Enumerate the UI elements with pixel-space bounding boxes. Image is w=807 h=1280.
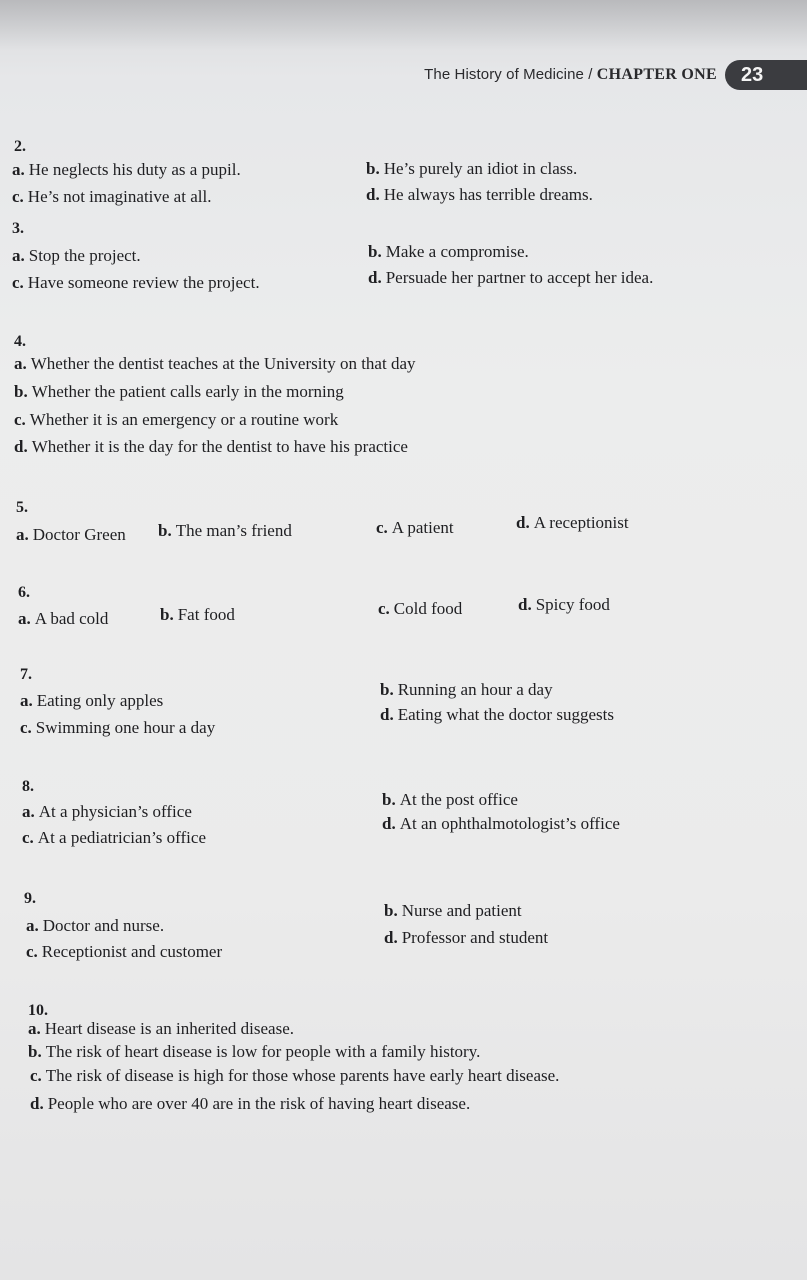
question-number: 7. (20, 666, 32, 683)
option-text: Eating what the doctor suggests (397, 705, 614, 724)
option-d (384, 928, 548, 948)
option-text: He’s purely an idiot in class. (383, 159, 578, 178)
option-text: Receptionist and customer (41, 942, 223, 961)
option-letter: b. (158, 521, 172, 540)
option-text: Swimming one hour a day (35, 718, 216, 737)
option-letter: b. (380, 680, 394, 699)
option-letter: c. (14, 410, 26, 429)
option-text: A bad cold (34, 609, 109, 628)
option-c (26, 942, 222, 962)
option-letter: d. (516, 513, 530, 532)
question-number: 8. (22, 778, 34, 795)
option-c (30, 1066, 559, 1086)
option-text: A receptionist (533, 513, 629, 532)
option-letter: d. (366, 185, 380, 204)
option-d (516, 513, 629, 533)
option-text: Professor and student (401, 928, 549, 947)
option-text: Doctor Green (32, 525, 126, 544)
option-letter: a. (26, 916, 39, 935)
question-number: 10. (28, 1002, 48, 1019)
option-b (366, 159, 577, 179)
option-a (18, 609, 108, 629)
question-number: 4. (14, 333, 26, 350)
option-letter: b. (14, 382, 28, 401)
option-c (20, 718, 215, 738)
option-a (26, 916, 164, 936)
question-number: 3. (12, 220, 24, 237)
running-header (424, 60, 807, 90)
option-text: At a pediatrician’s office (37, 828, 206, 847)
option-letter: c. (30, 1066, 42, 1085)
option-b (28, 1042, 480, 1062)
option-letter: c. (22, 828, 34, 847)
option-d (366, 185, 593, 205)
option-text: He always has terrible dreams. (383, 185, 593, 204)
option-text: A patient (391, 518, 454, 537)
option-letter: b. (382, 790, 396, 809)
option-text: At a physician’s office (38, 802, 192, 821)
header-title (424, 66, 717, 84)
chapter-label: CHAPTER ONE (596, 66, 717, 83)
option-letter: a. (14, 354, 27, 373)
option-text: Whether the dentist teaches at the University on that day (30, 354, 416, 373)
option-c (378, 599, 462, 619)
option-text: Fat food (177, 605, 235, 624)
question-number: 5. (16, 499, 28, 516)
option-d (382, 814, 620, 834)
option-letter: c. (12, 273, 24, 292)
option-letter: c. (26, 942, 38, 961)
option-a (12, 160, 241, 180)
page-number-badge: 23 (725, 60, 807, 90)
option-text: Have someone review the project. (27, 273, 260, 292)
option-letter: b. (28, 1042, 42, 1061)
question-number: 9. (24, 890, 36, 907)
option-letter: d. (518, 595, 532, 614)
option-text: Doctor and nurse. (42, 916, 165, 935)
option-letter: a. (16, 525, 29, 544)
option-letter: a. (12, 246, 25, 265)
option-b (158, 521, 292, 541)
option-letter: a. (20, 691, 33, 710)
option-b (380, 680, 553, 700)
option-letter: c. (20, 718, 32, 737)
option-b (368, 242, 529, 262)
option-text: Nurse and patient (401, 901, 522, 920)
option-letter: d. (14, 437, 28, 456)
option-letter: c. (378, 599, 390, 618)
option-letter: d. (368, 268, 382, 287)
option-letter: a. (28, 1019, 41, 1038)
option-d (14, 437, 408, 457)
option-letter: d. (382, 814, 396, 833)
option-d (30, 1094, 470, 1114)
option-b (382, 790, 518, 810)
option-b (384, 901, 522, 921)
option-letter: b. (366, 159, 380, 178)
option-letter: c. (376, 518, 388, 537)
option-c (12, 273, 260, 293)
option-text: Stop the project. (28, 246, 141, 265)
option-a (14, 354, 415, 374)
option-a (20, 691, 163, 711)
option-text: At the post office (399, 790, 518, 809)
option-letter: b. (368, 242, 382, 261)
option-text: At an ophthalmotologist’s office (399, 814, 620, 833)
option-letter: a. (18, 609, 31, 628)
option-letter: b. (384, 901, 398, 920)
option-text: He neglects his duty as a pupil. (28, 160, 241, 179)
question-number: 2. (14, 138, 26, 155)
option-a (16, 525, 126, 545)
option-text: People who are over 40 are in the risk of having heart disease. (47, 1094, 471, 1113)
option-text: Cold food (393, 599, 463, 618)
option-a (12, 246, 141, 266)
option-text: Whether the patient calls early in the morning (31, 382, 344, 401)
option-b (160, 605, 235, 625)
option-text: Persuade her partner to accept her idea. (385, 268, 654, 287)
option-b (14, 382, 344, 402)
option-letter: b. (160, 605, 174, 624)
option-letter: d. (384, 928, 398, 947)
option-letter: d. (30, 1094, 44, 1113)
option-text: Spicy food (535, 595, 610, 614)
option-letter: d. (380, 705, 394, 724)
option-c (14, 410, 338, 430)
option-text: The man’s friend (175, 521, 292, 540)
book-title: The History of Medicine / (424, 66, 593, 83)
option-d (380, 705, 614, 725)
option-text: Eating only apples (36, 691, 164, 710)
question-number: 6. (18, 584, 30, 601)
option-letter: a. (12, 160, 25, 179)
option-d (368, 268, 653, 288)
option-text: The risk of disease is high for those whose parents have early heart disease. (45, 1066, 560, 1085)
option-text: The risk of heart disease is low for people with a family history. (45, 1042, 481, 1061)
option-a (22, 802, 192, 822)
option-text: Heart disease is an inherited disease. (44, 1019, 294, 1038)
option-c (12, 187, 211, 207)
option-c (22, 828, 206, 848)
option-letter: a. (22, 802, 35, 821)
option-text: He’s not imaginative at all. (27, 187, 212, 206)
option-text: Whether it is an emergency or a routine work (29, 410, 339, 429)
option-text: Whether it is the day for the dentist to have his practice (31, 437, 408, 456)
option-text: Running an hour a day (397, 680, 553, 699)
page-shadow (0, 0, 807, 50)
option-text: Make a compromise. (385, 242, 529, 261)
option-letter: c. (12, 187, 24, 206)
option-c (376, 518, 454, 538)
option-d (518, 595, 610, 615)
option-a (28, 1019, 294, 1039)
